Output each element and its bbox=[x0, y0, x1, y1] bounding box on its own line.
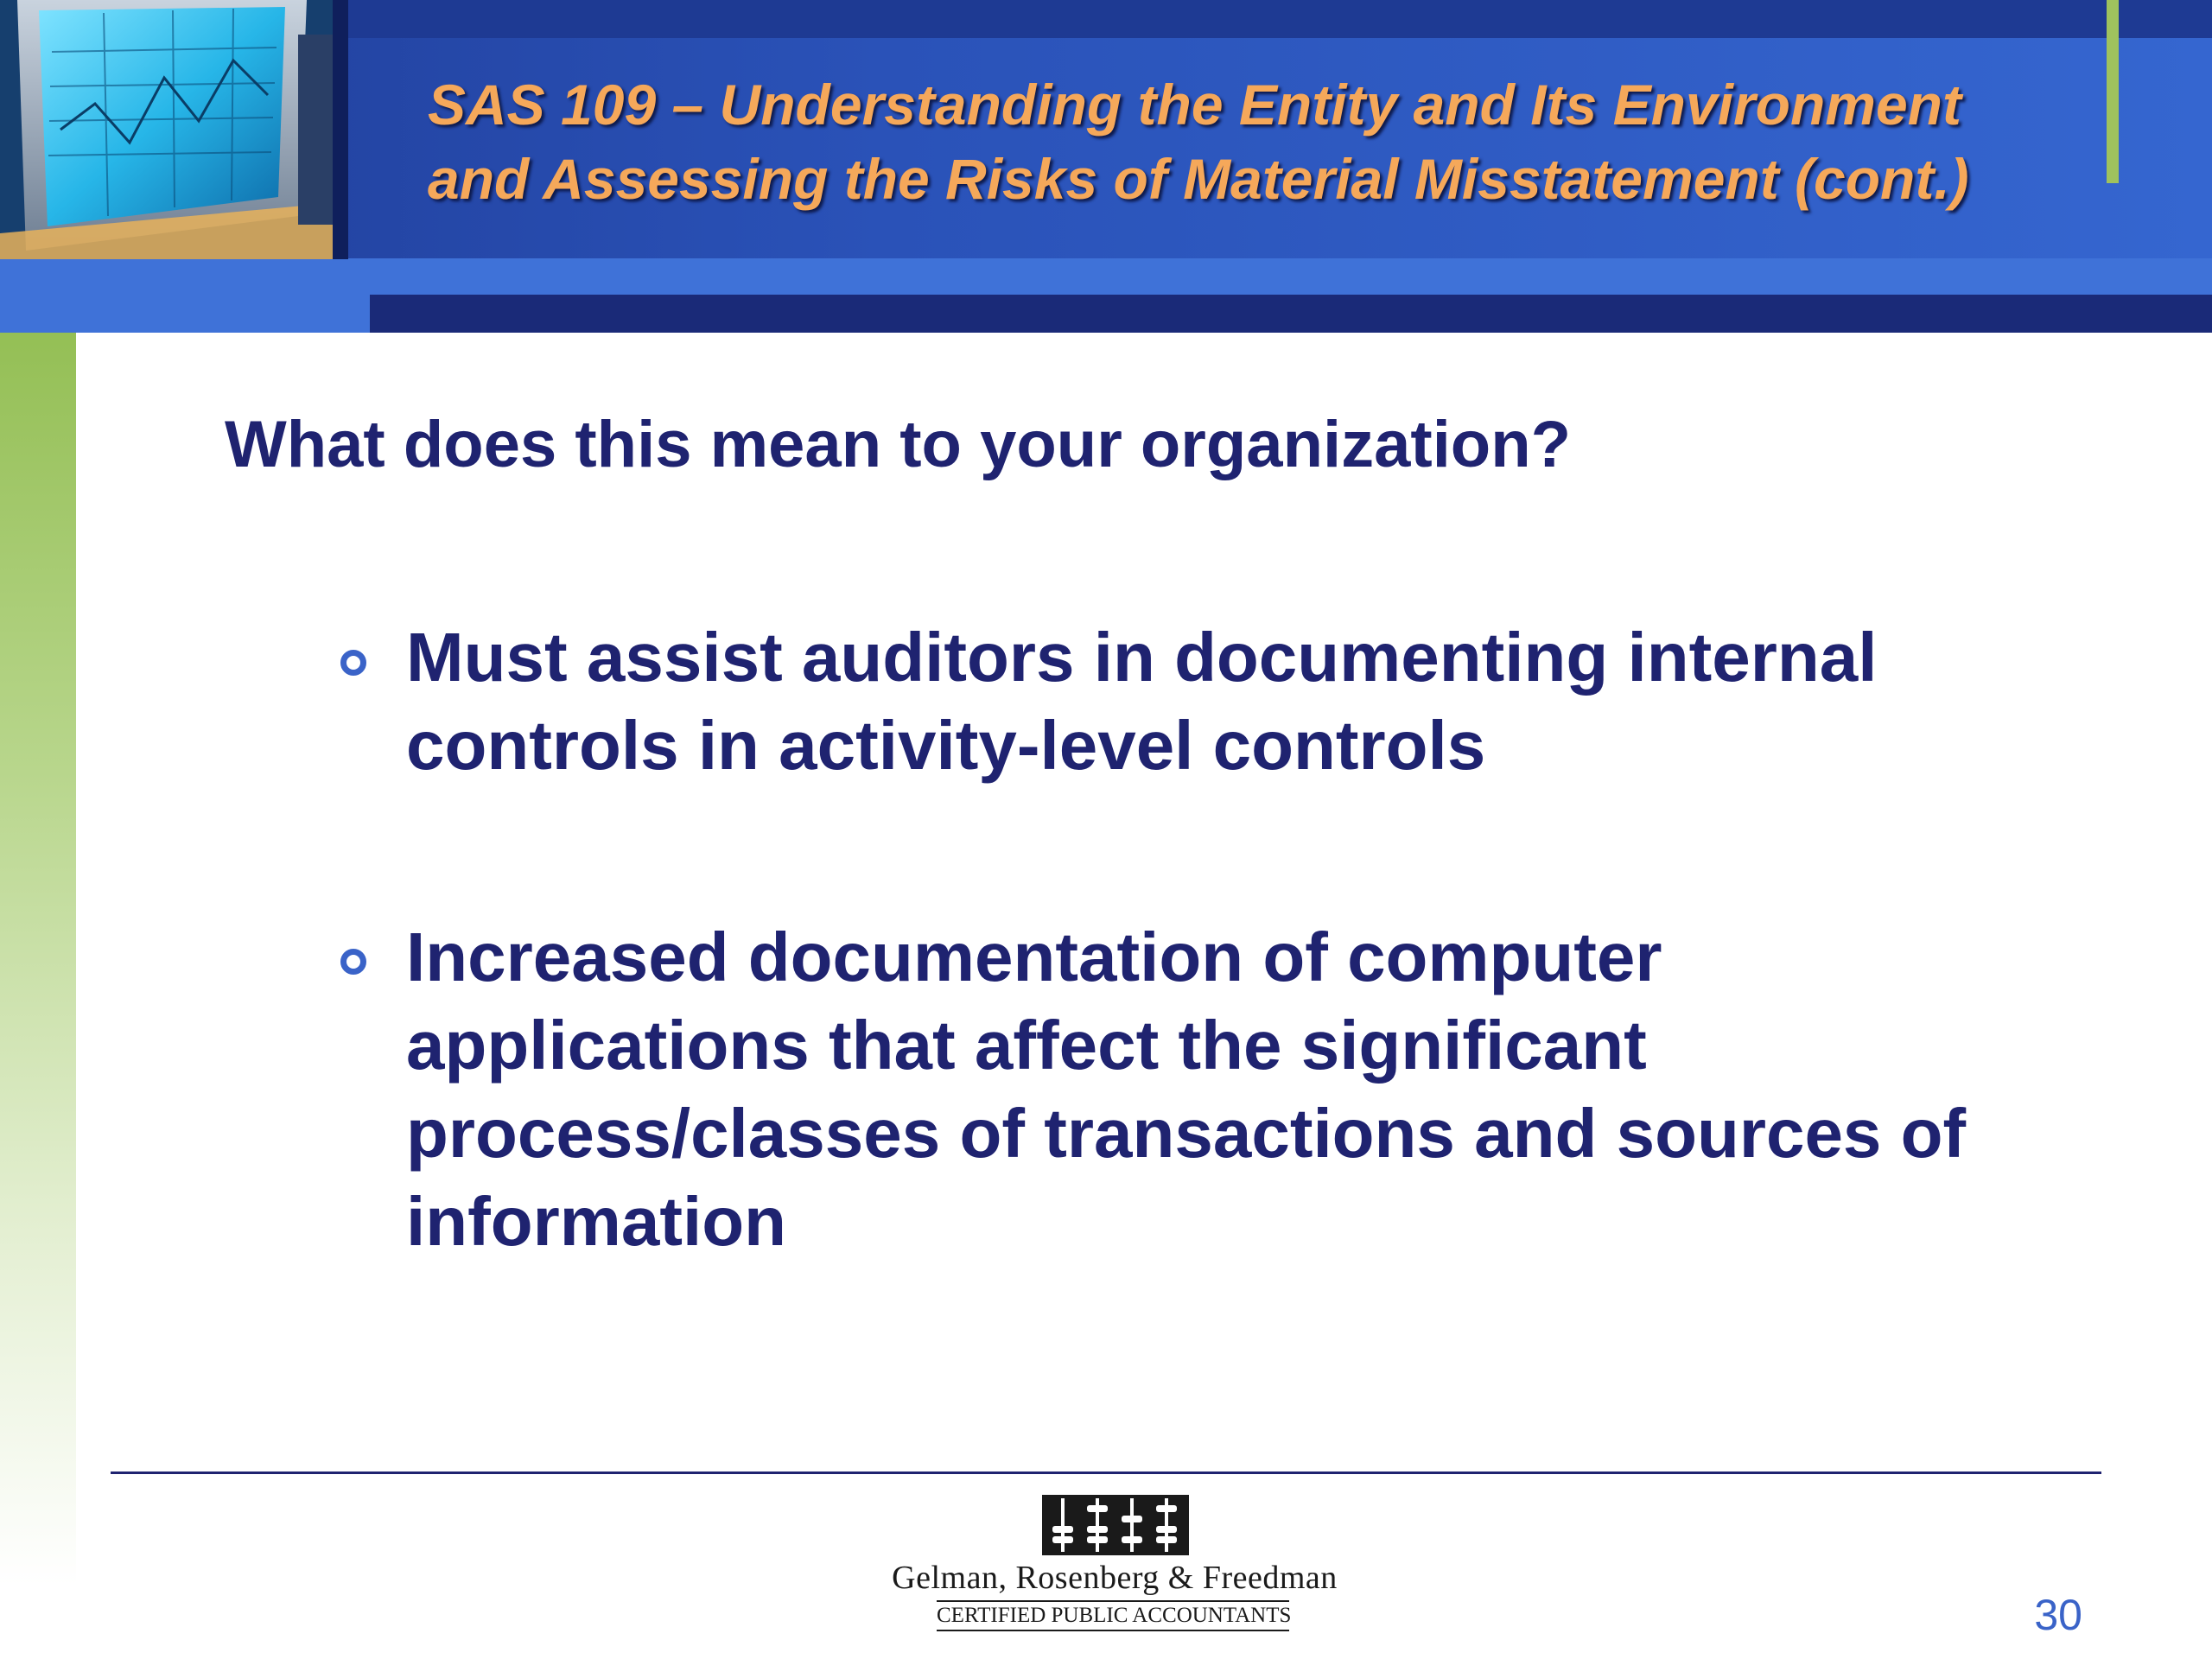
firm-name: Gelman, Rosenberg & Freedman bbox=[892, 1560, 1338, 1596]
photo-separator bbox=[333, 0, 348, 259]
computer-monitor-image bbox=[0, 0, 333, 259]
slide-header bbox=[0, 0, 2212, 333]
footer-divider bbox=[111, 1471, 2101, 1474]
header-band-dark bbox=[370, 295, 2212, 333]
header-green-accent bbox=[2107, 0, 2119, 183]
bullet-item-2-line-3: process/classes of transactions and sources of bbox=[406, 1095, 1967, 1172]
left-green-bar bbox=[0, 333, 76, 1586]
page-number: 30 bbox=[2034, 1591, 2082, 1639]
bullet-item-2-line-2: applications that affect the significant bbox=[406, 1007, 1647, 1084]
bullet-item-2 bbox=[406, 913, 1966, 1266]
question-heading: What does this mean to your organization? bbox=[225, 408, 1572, 481]
bullet-item-1-line-1: Must assist auditors in documenting internal bbox=[406, 619, 1878, 696]
bullet-icon bbox=[340, 949, 366, 975]
abacus-logo-icon bbox=[1042, 1495, 1189, 1555]
header-band-light-left bbox=[0, 295, 370, 333]
bullet-item-2-line-1: Increased documentation of computer bbox=[406, 918, 1662, 995]
bullet-item-1 bbox=[406, 613, 1877, 790]
header-band-light bbox=[0, 258, 2212, 295]
bullet-icon bbox=[340, 650, 366, 676]
slide-title bbox=[428, 67, 2104, 216]
slide-title-line-2: and Assessing the Risks of Material Misstatement (cont.) bbox=[428, 147, 1969, 211]
bullet-item-2-line-4: information bbox=[406, 1183, 786, 1260]
firm-subtitle: CERTIFIED PUBLIC ACCOUNTANTS bbox=[937, 1600, 1289, 1631]
bullet-item-1-line-2: controls in activity-level controls bbox=[406, 707, 1486, 784]
slide-title-line-1: SAS 109 – Understanding the Entity and Its Environment bbox=[428, 73, 1961, 137]
